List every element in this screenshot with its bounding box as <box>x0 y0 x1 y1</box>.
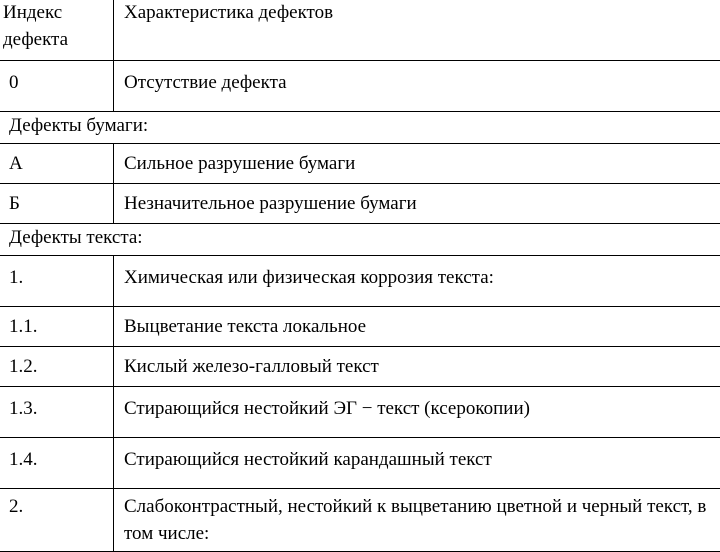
table-row <box>0 184 720 224</box>
table-row <box>0 144 720 184</box>
section-title: Дефекты бумаги: <box>0 112 720 144</box>
defect-description: Выцветание текста локальное <box>114 307 720 347</box>
defect-description: Незначительное разрушение бумаги <box>114 184 720 224</box>
defect-index: 1.2. <box>0 347 114 387</box>
table-row <box>0 307 720 347</box>
defect-index: 1.3. <box>0 387 114 438</box>
defect-description: Стирающийся нестойкий ЭГ − текст (ксерокопии) <box>114 387 720 438</box>
section-row <box>0 224 720 256</box>
table-header-row <box>0 0 720 61</box>
defect-description: Стирающийся нестойкий карандашный текст <box>114 438 720 489</box>
table-row <box>0 347 720 387</box>
defect-index: 1. <box>0 256 114 307</box>
defect-index: 1.4. <box>0 438 114 489</box>
defect-index: 2. <box>0 489 114 552</box>
defect-description: Химическая или физическая коррозия текста: <box>114 256 720 307</box>
index-column-header: Индекс дефекта <box>0 0 114 61</box>
table-row <box>0 489 720 552</box>
table-row <box>0 387 720 438</box>
defect-description: Слабоконтрастный, нестойкий к выцветанию цветной и черный текст, в том числе: <box>114 489 720 552</box>
section-title: Дефекты текста: <box>0 224 720 256</box>
defect-index: А <box>0 144 114 184</box>
defect-index: 0 <box>0 61 114 112</box>
description-column-header: Характеристика дефектов <box>114 0 720 61</box>
defect-description: Сильное разрушение бумаги <box>114 144 720 184</box>
defect-index: 1.1. <box>0 307 114 347</box>
defect-index: Б <box>0 184 114 224</box>
defect-description: Отсутствие дефекта <box>114 61 720 112</box>
table-row <box>0 438 720 489</box>
section-row <box>0 112 720 144</box>
table-row <box>0 61 720 112</box>
defect-description: Кислый железо-галловый текст <box>114 347 720 387</box>
table-row <box>0 256 720 307</box>
